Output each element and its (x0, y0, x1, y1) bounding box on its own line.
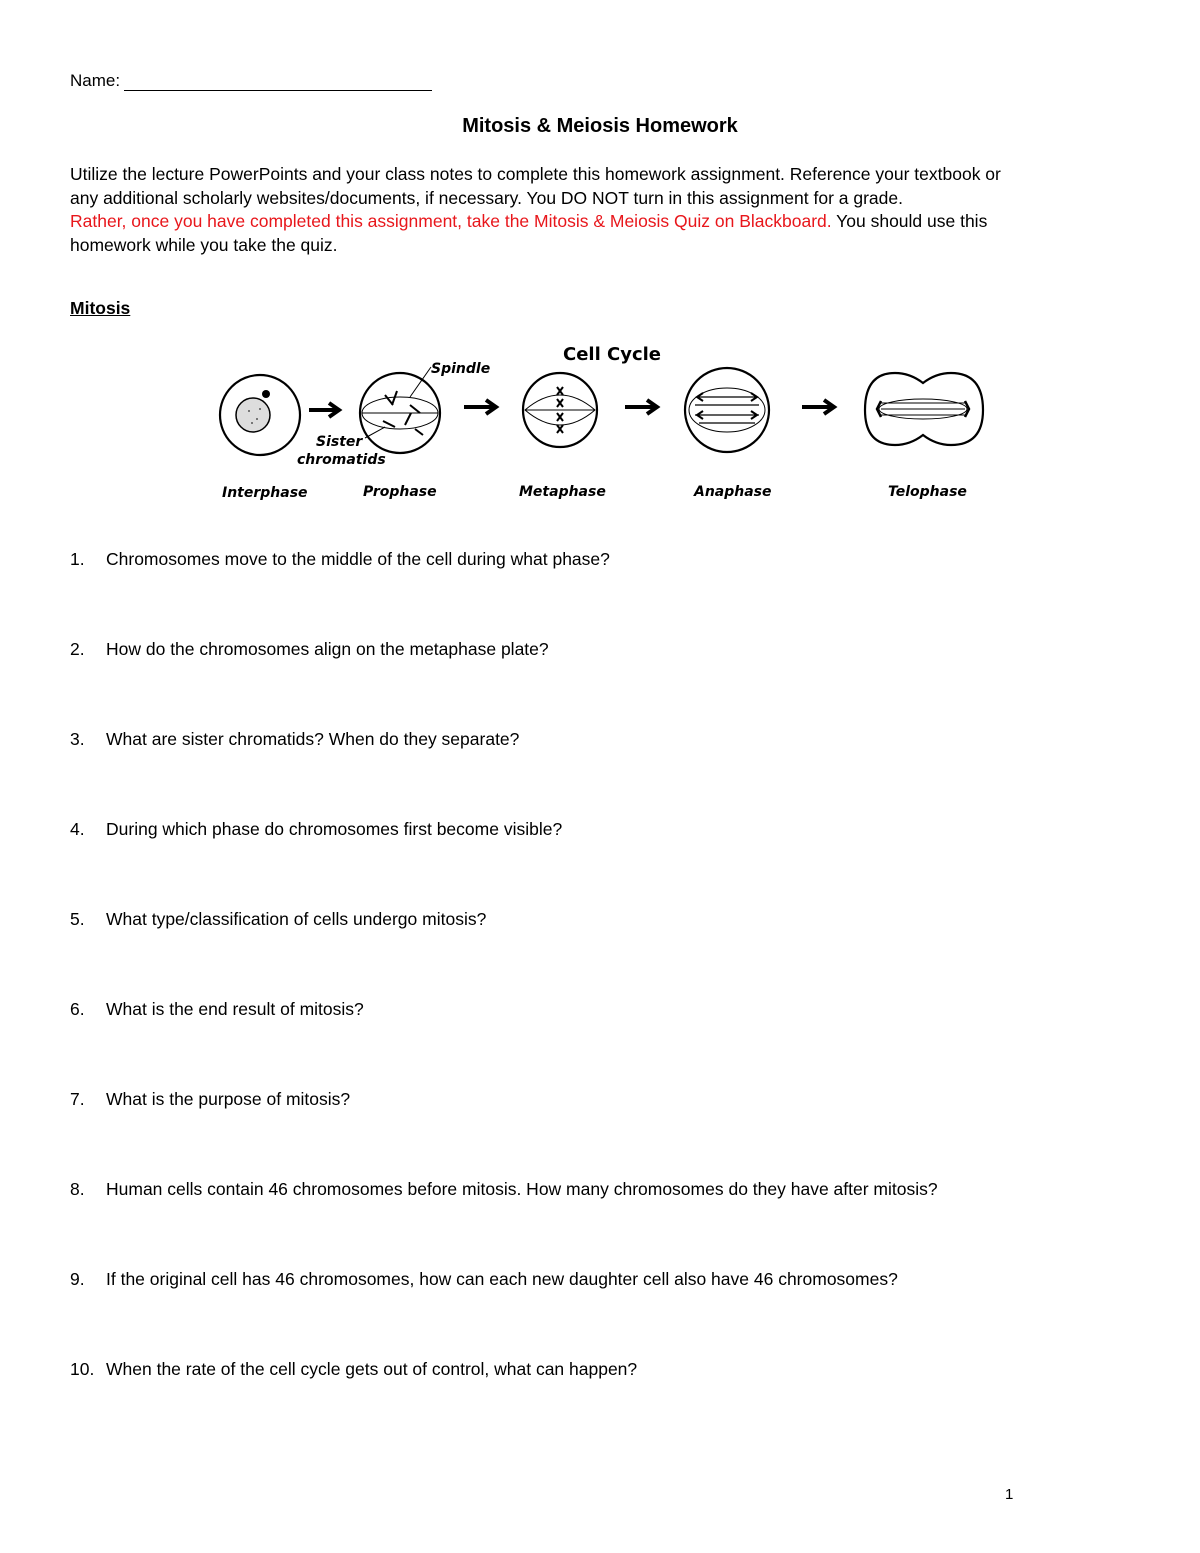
cell-cycle-svg (205, 335, 995, 510)
question-item: 7. What is the purpose of mitosis? (70, 1089, 351, 1109)
question-text: What are sister chromatids? When do they separate? (106, 729, 520, 749)
question-item: 10. When the rate of the cell cycle gets out of control, what can happen? (70, 1359, 638, 1379)
interphase-cell (220, 375, 300, 455)
section-heading-mitosis: Mitosis (70, 298, 131, 318)
name-field (70, 71, 432, 91)
instructions-line-3 (70, 210, 1140, 234)
question-item: 4. During which phase do chromosomes first become visible? (70, 819, 563, 839)
question-text: What is the end result of mitosis? (106, 999, 364, 1019)
instructions-line-1: Utilize the lecture PowerPoints and your class notes to complete this homework assignment. Reference your textbook or (70, 164, 1001, 184)
question-item: 9. If the original cell has 46 chromosomes, how can each new daughter cell also have 46 chromosomes? (70, 1269, 898, 1289)
diagram-title: Cell Cycle (563, 344, 662, 365)
arrow-2 (464, 400, 496, 414)
page-title: Mitosis & Meiosis Homework (462, 115, 738, 137)
question-item: 2. How do the chromosomes align on the metaphase plate? (70, 639, 549, 659)
question-text: If the original cell has 46 chromosomes, how can each new daughter cell also have 46 chromosomes? (106, 1269, 898, 1289)
question-text: What is the purpose of mitosis? (106, 1089, 351, 1109)
arrow-1 (309, 403, 339, 417)
question-text: During which phase do chromosomes first become visible? (106, 819, 563, 839)
instructions (70, 163, 1140, 257)
question-item: 6. What is the end result of mitosis? (70, 999, 364, 1019)
metaphase-cell (523, 373, 597, 447)
question-item: 5. What type/classification of cells undergo mitosis? (70, 909, 487, 929)
question-item: 8. Human cells contain 46 chromosomes before mitosis. How many chromosomes do they have after mitosis? (70, 1179, 938, 1199)
name-blank-line[interactable] (124, 73, 432, 91)
prophase-cell (360, 367, 440, 453)
question-item: 1. Chromosomes move to the middle of the cell during what phase? (70, 549, 610, 569)
spindle-label: Spindle (431, 361, 491, 377)
phase-label-anaphase: Anaphase (694, 484, 772, 500)
name-label: Name: (70, 71, 121, 90)
question-text: When the rate of the cell cycle gets out of control, what can happen? (106, 1359, 638, 1379)
anaphase-cell (685, 368, 769, 452)
instructions-line-4: homework while you take the quiz. (70, 234, 338, 255)
telophase-cell (865, 373, 983, 445)
arrow-3 (625, 400, 657, 414)
question-text: What type/classification of cells undergo mitosis? (106, 909, 487, 929)
instructions-line-3-tail: You should use this (831, 211, 988, 231)
phase-label-prophase: Prophase (363, 484, 437, 500)
phase-label-interphase: Interphase (222, 485, 308, 501)
page-number: 1 (1005, 1486, 1014, 1503)
sister-label: Sister (316, 434, 363, 450)
phase-label-telophase: Telophase (888, 484, 967, 500)
phase-label-metaphase: Metaphase (519, 484, 606, 500)
cell-cycle-diagram (205, 335, 995, 510)
question-item: 3. What are sister chromatids? When do they separate? (70, 729, 520, 749)
quiz-instruction-red: Rather, once you have completed this assignment, take the Mitosis & Meiosis Quiz on Blackboard. (70, 211, 832, 231)
arrow-4 (802, 400, 834, 414)
question-text: Human cells contain 46 chromosomes before mitosis. How many chromosomes do they have after mitosis? (106, 1179, 938, 1199)
question-text: How do the chromosomes align on the metaphase plate? (106, 639, 549, 659)
chromatids-label: chromatids (297, 452, 386, 468)
instructions-line-2: any additional scholarly websites/documents, if necessary. You DO NOT turn in this assignment for a grade. (70, 187, 903, 208)
question-text: Chromosomes move to the middle of the cell during what phase? (106, 549, 610, 569)
